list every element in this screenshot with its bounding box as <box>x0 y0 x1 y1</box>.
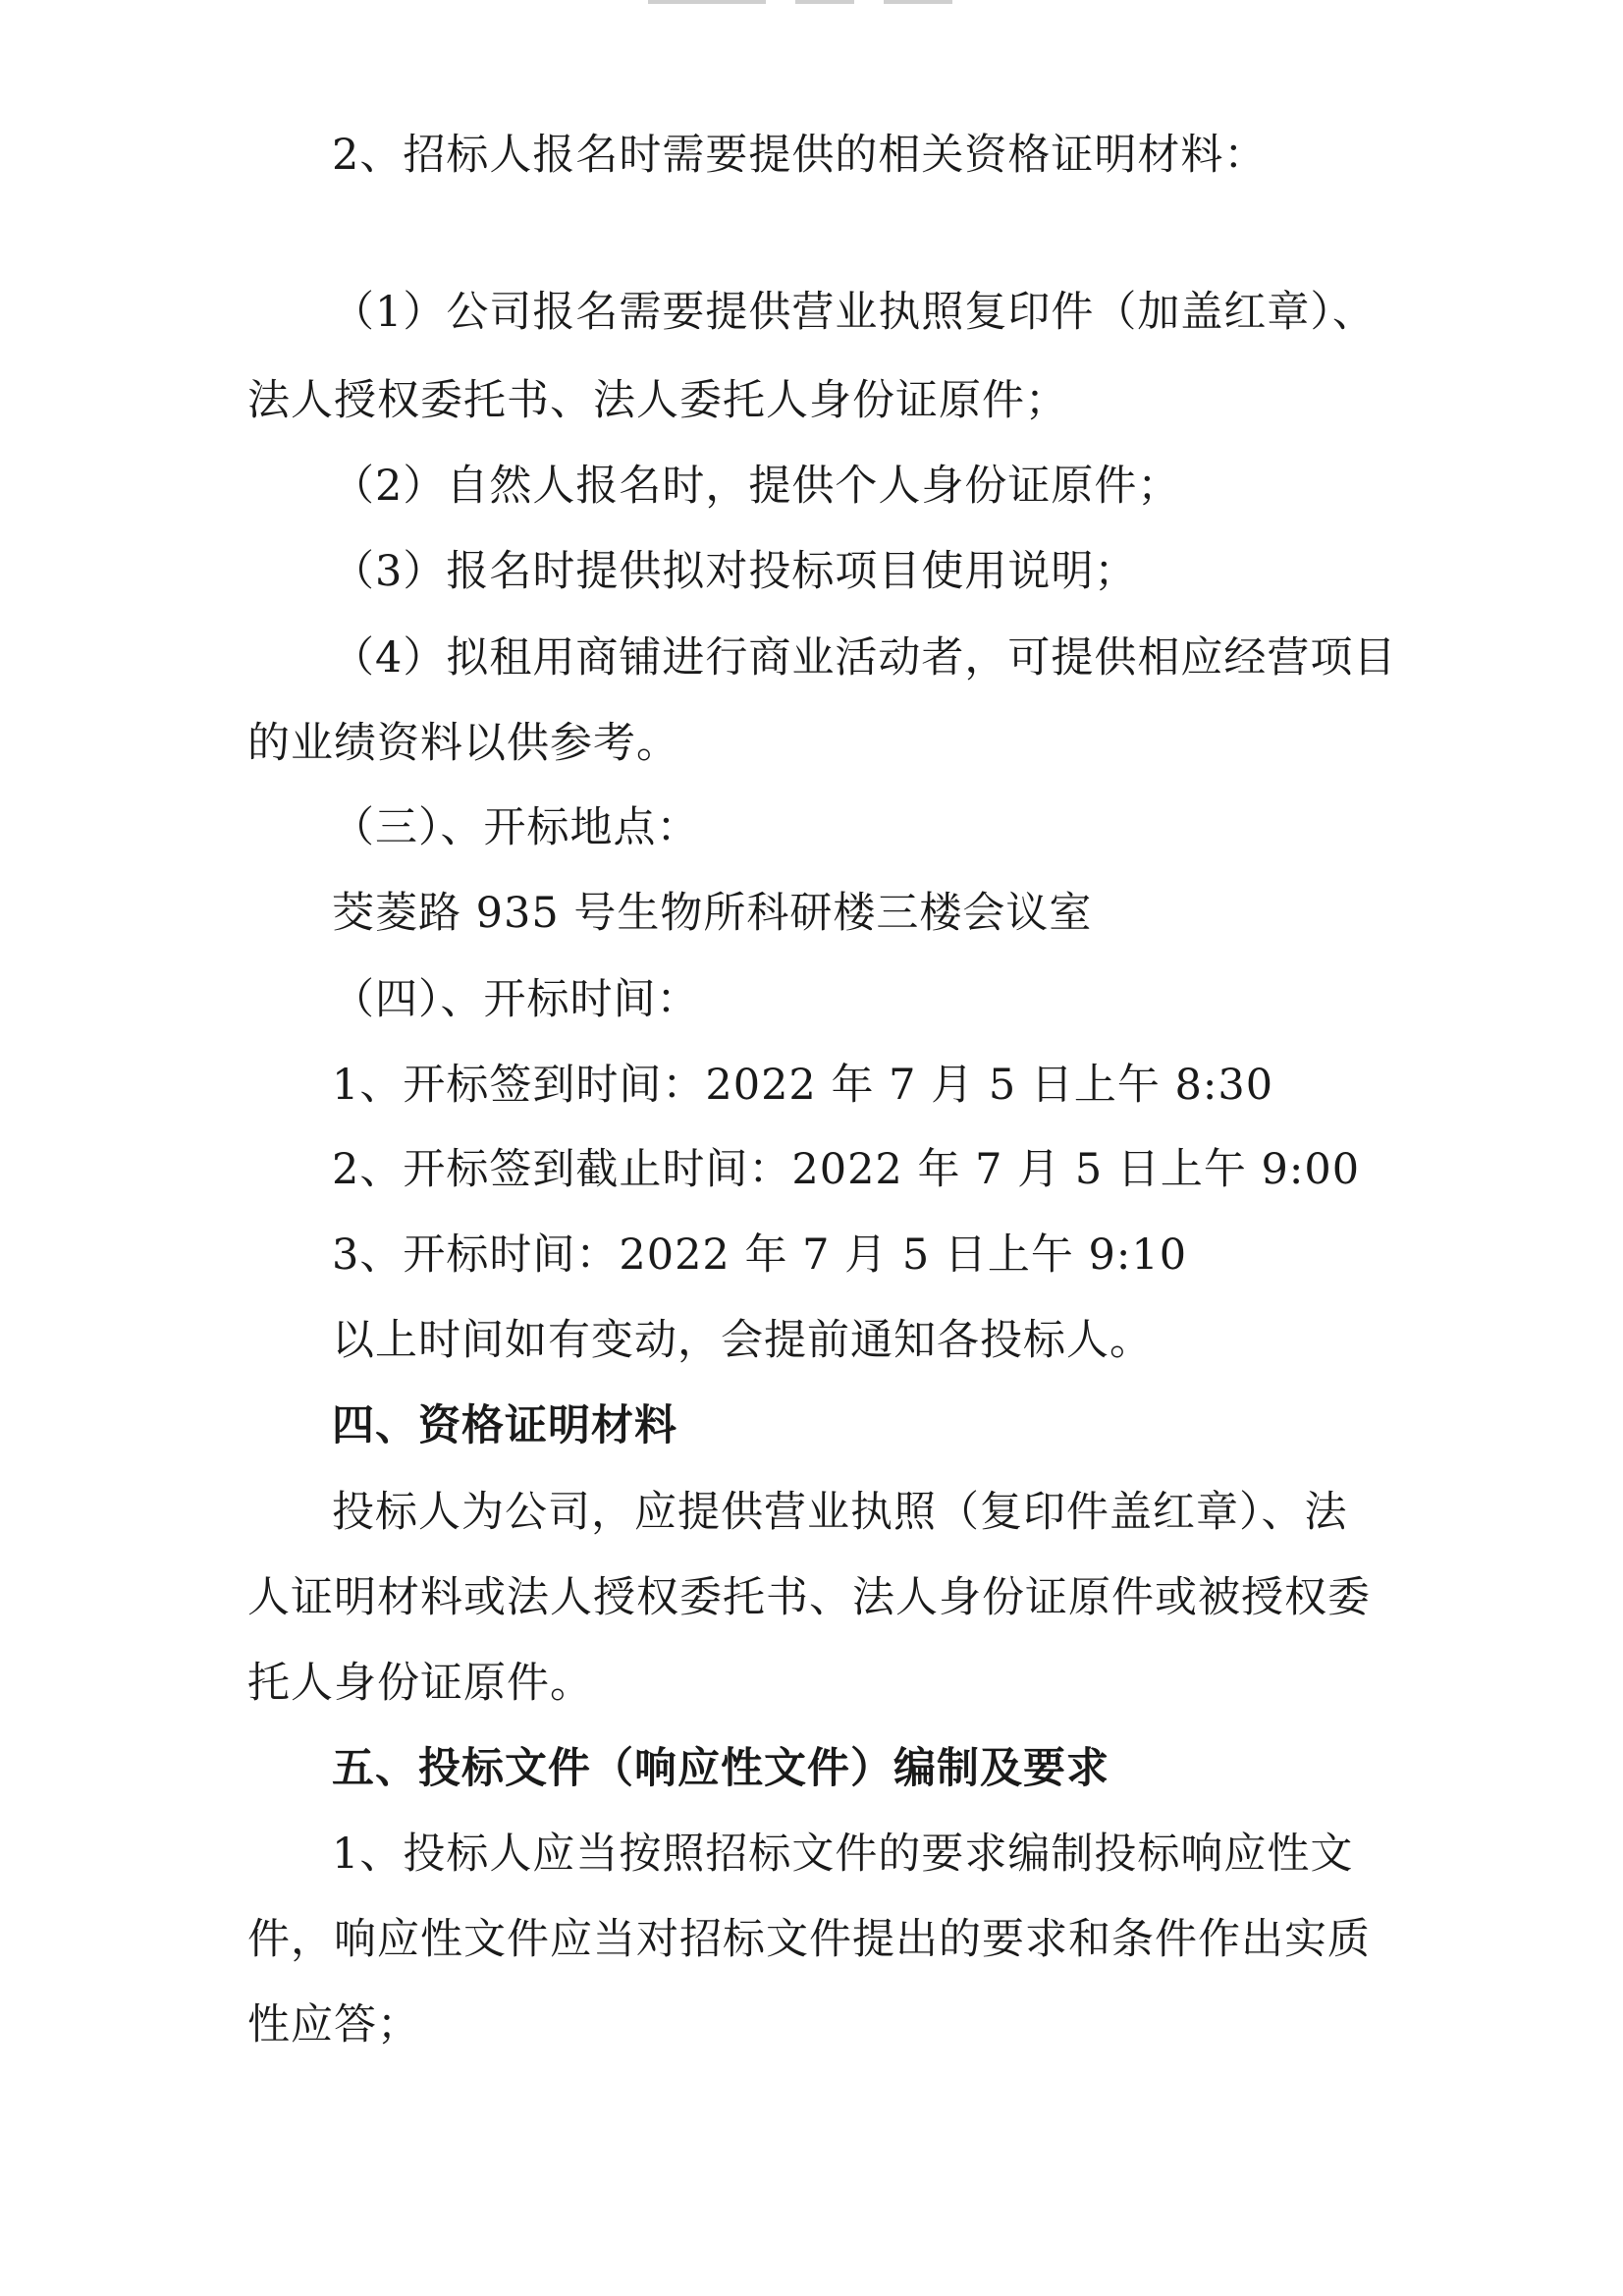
text-line-6: （4）拟租用商铺进行商业活动者，可提供相应经营项目 <box>332 633 1397 683</box>
section-heading-4: 四、资格证明材料 <box>332 1401 677 1450</box>
text-line-8: （三）、开标地点： <box>332 803 700 852</box>
text-line-14: 以上时间如有变动，会提前通知各投标人。 <box>332 1316 1153 1365</box>
text-line-18: 托人身份证原件。 <box>247 1659 593 1708</box>
text-line-9: 茭菱路 935 号生物所科研楼三楼会议室 <box>332 889 1093 938</box>
text-line-17: 人证明材料或法人授权委托书、法人身份证原件或被授权委 <box>247 1573 1371 1622</box>
text-line-13: 3、开标时间：2022 年 7 月 5 日上午 9:10 <box>332 1230 1188 1280</box>
text-line-7: 的业绩资料以供参考。 <box>247 719 679 768</box>
text-line-22: 性应答； <box>247 2000 420 2050</box>
text-line-11: 1、开标签到时间：2022 年 7 月 5 日上午 8:30 <box>332 1061 1274 1110</box>
text-line-16: 投标人为公司，应提供营业执照（复印件盖红章）、法 <box>332 1488 1348 1537</box>
scan-artifact-top <box>648 0 962 6</box>
text-line-10: （四）、开标时间： <box>332 975 700 1024</box>
text-line-20: 1、投标人应当按照招标文件的要求编制投标响应性文 <box>332 1830 1354 1879</box>
text-line-21: 件，响应性文件应当对招标文件提出的要求和条件作出实质 <box>247 1915 1371 1964</box>
text-line-2: （1）公司报名需要提供营业执照复印件（加盖红章）、 <box>332 288 1376 337</box>
text-line-5: （3）报名时提供拟对投标项目使用说明； <box>332 547 1138 596</box>
section-heading-5: 五、投标文件（响应性文件）编制及要求 <box>332 1744 1109 1793</box>
text-line-4: （2）自然人报名时，提供个人身份证原件； <box>332 462 1181 511</box>
text-line-3: 法人授权委托书、法人委托人身份证原件； <box>247 376 1068 425</box>
text-line-1: 2、招标人报名时需要提供的相关资格证明材料： <box>332 131 1268 180</box>
text-line-12: 2、开标签到截止时间：2022 年 7 月 5 日上午 9:00 <box>332 1145 1361 1194</box>
